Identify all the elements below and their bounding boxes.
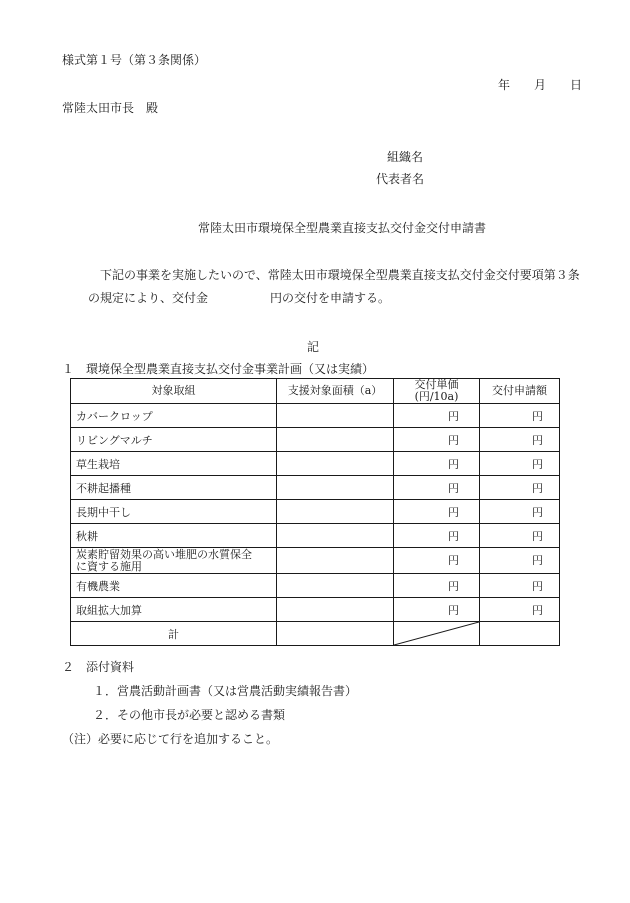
table-row [71, 452, 560, 476]
ki-marker: 記 [307, 340, 320, 354]
body-line-2-post: 円の交付を申請する。 [270, 291, 391, 305]
area-cell[interactable] [277, 452, 394, 476]
table-row [71, 476, 560, 500]
activity-name [71, 548, 277, 574]
area-cell[interactable] [277, 524, 394, 548]
activity-name: 長期中干し [71, 500, 277, 524]
unit-price-cell[interactable]: 円 [394, 548, 480, 574]
activity-name: 草生栽培 [71, 452, 277, 476]
unit-price-cell[interactable]: 円 [394, 476, 480, 500]
total-unit-price-cell-crossed [394, 622, 480, 646]
activity-name-line1: 炭素貯留効果の高い堆肥の水質保全 [76, 547, 252, 561]
header-unit-price-line2: (円/10a) [414, 390, 459, 403]
addressee: 常陸太田市長 殿 [62, 101, 159, 115]
section-1-heading: １ 環境保全型農業直接支払交付金事業計画（又は実績） [62, 362, 375, 376]
header-unit-price [394, 379, 480, 404]
plan-table [70, 378, 560, 646]
unit-price-cell[interactable]: 円 [394, 452, 480, 476]
body-line-1: 下記の事業を実施したいので、常陸太田市環境保全型農業直接支払交付金交付要項第３条 [100, 268, 580, 282]
header-amount: 交付申請額 [480, 379, 560, 404]
activity-name: 不耕起播種 [71, 476, 277, 500]
section-2-heading: ２ 添付資料 [62, 660, 135, 674]
amount-cell[interactable]: 円 [480, 404, 560, 428]
amount-cell[interactable]: 円 [480, 452, 560, 476]
table-row [71, 500, 560, 524]
table-header-row [71, 379, 560, 404]
activity-name: 取組拡大加算 [71, 598, 277, 622]
total-label: 計 [71, 622, 277, 646]
diagonal-strike-line [394, 622, 479, 645]
amount-cell[interactable]: 円 [480, 500, 560, 524]
activity-name: リビングマルチ [71, 428, 277, 452]
attachment-item: １．営農活動計画書（又は営農活動実績報告書） [93, 684, 358, 698]
date-line [498, 78, 582, 92]
area-cell[interactable] [277, 404, 394, 428]
unit-price-cell[interactable]: 円 [394, 500, 480, 524]
amount-cell[interactable]: 円 [480, 428, 560, 452]
unit-price-cell[interactable]: 円 [394, 428, 480, 452]
activity-name: カバークロップ [71, 404, 277, 428]
amount-cell[interactable]: 円 [480, 548, 560, 574]
unit-price-cell[interactable]: 円 [394, 524, 480, 548]
footnote: （注）必要に応じて行を追加すること。 [62, 732, 279, 746]
table-row [71, 524, 560, 548]
amount-cell[interactable]: 円 [480, 574, 560, 598]
area-cell[interactable] [277, 598, 394, 622]
table-row [71, 404, 560, 428]
area-cell[interactable] [277, 574, 394, 598]
area-cell[interactable] [277, 548, 394, 574]
representative-name-label: 代表者名 [376, 172, 425, 186]
table-row [71, 574, 560, 598]
body-line-2 [88, 291, 390, 305]
table-row [71, 428, 560, 452]
body-line-2-pre: の規定により、交付金 [88, 291, 209, 305]
activity-name: 有機農業 [71, 574, 277, 598]
area-cell[interactable] [277, 500, 394, 524]
total-amount-cell[interactable] [480, 622, 560, 646]
header-unit-price-line1: 交付単価 [414, 378, 459, 391]
table-row [71, 548, 560, 574]
activity-name: 秋耕 [71, 524, 277, 548]
header-activity: 対象取組 [71, 379, 277, 404]
organization-name-label: 組織名 [387, 150, 424, 164]
total-area-cell[interactable] [277, 622, 394, 646]
unit-price-cell[interactable]: 円 [394, 574, 480, 598]
area-cell[interactable] [277, 428, 394, 452]
amount-cell[interactable]: 円 [480, 524, 560, 548]
amount-cell[interactable]: 円 [480, 598, 560, 622]
amount-cell[interactable]: 円 [480, 476, 560, 500]
date-day: 日 [570, 78, 583, 92]
unit-price-cell[interactable]: 円 [394, 404, 480, 428]
header-area: 支援対象面積（a） [277, 379, 394, 404]
date-month: 月 [534, 78, 547, 92]
document-title: 常陸太田市環境保全型農業直接支払交付金交付申請書 [198, 221, 487, 235]
unit-price-cell[interactable]: 円 [394, 598, 480, 622]
attachment-item: ２．その他市長が必要と認める書類 [93, 708, 286, 722]
activity-name-line2: に資する施用 [76, 559, 142, 573]
total-row [71, 622, 560, 646]
date-year: 年 [498, 78, 511, 92]
form-number: 様式第１号（第３条関係） [62, 53, 207, 67]
area-cell[interactable] [277, 476, 394, 500]
table-row [71, 598, 560, 622]
